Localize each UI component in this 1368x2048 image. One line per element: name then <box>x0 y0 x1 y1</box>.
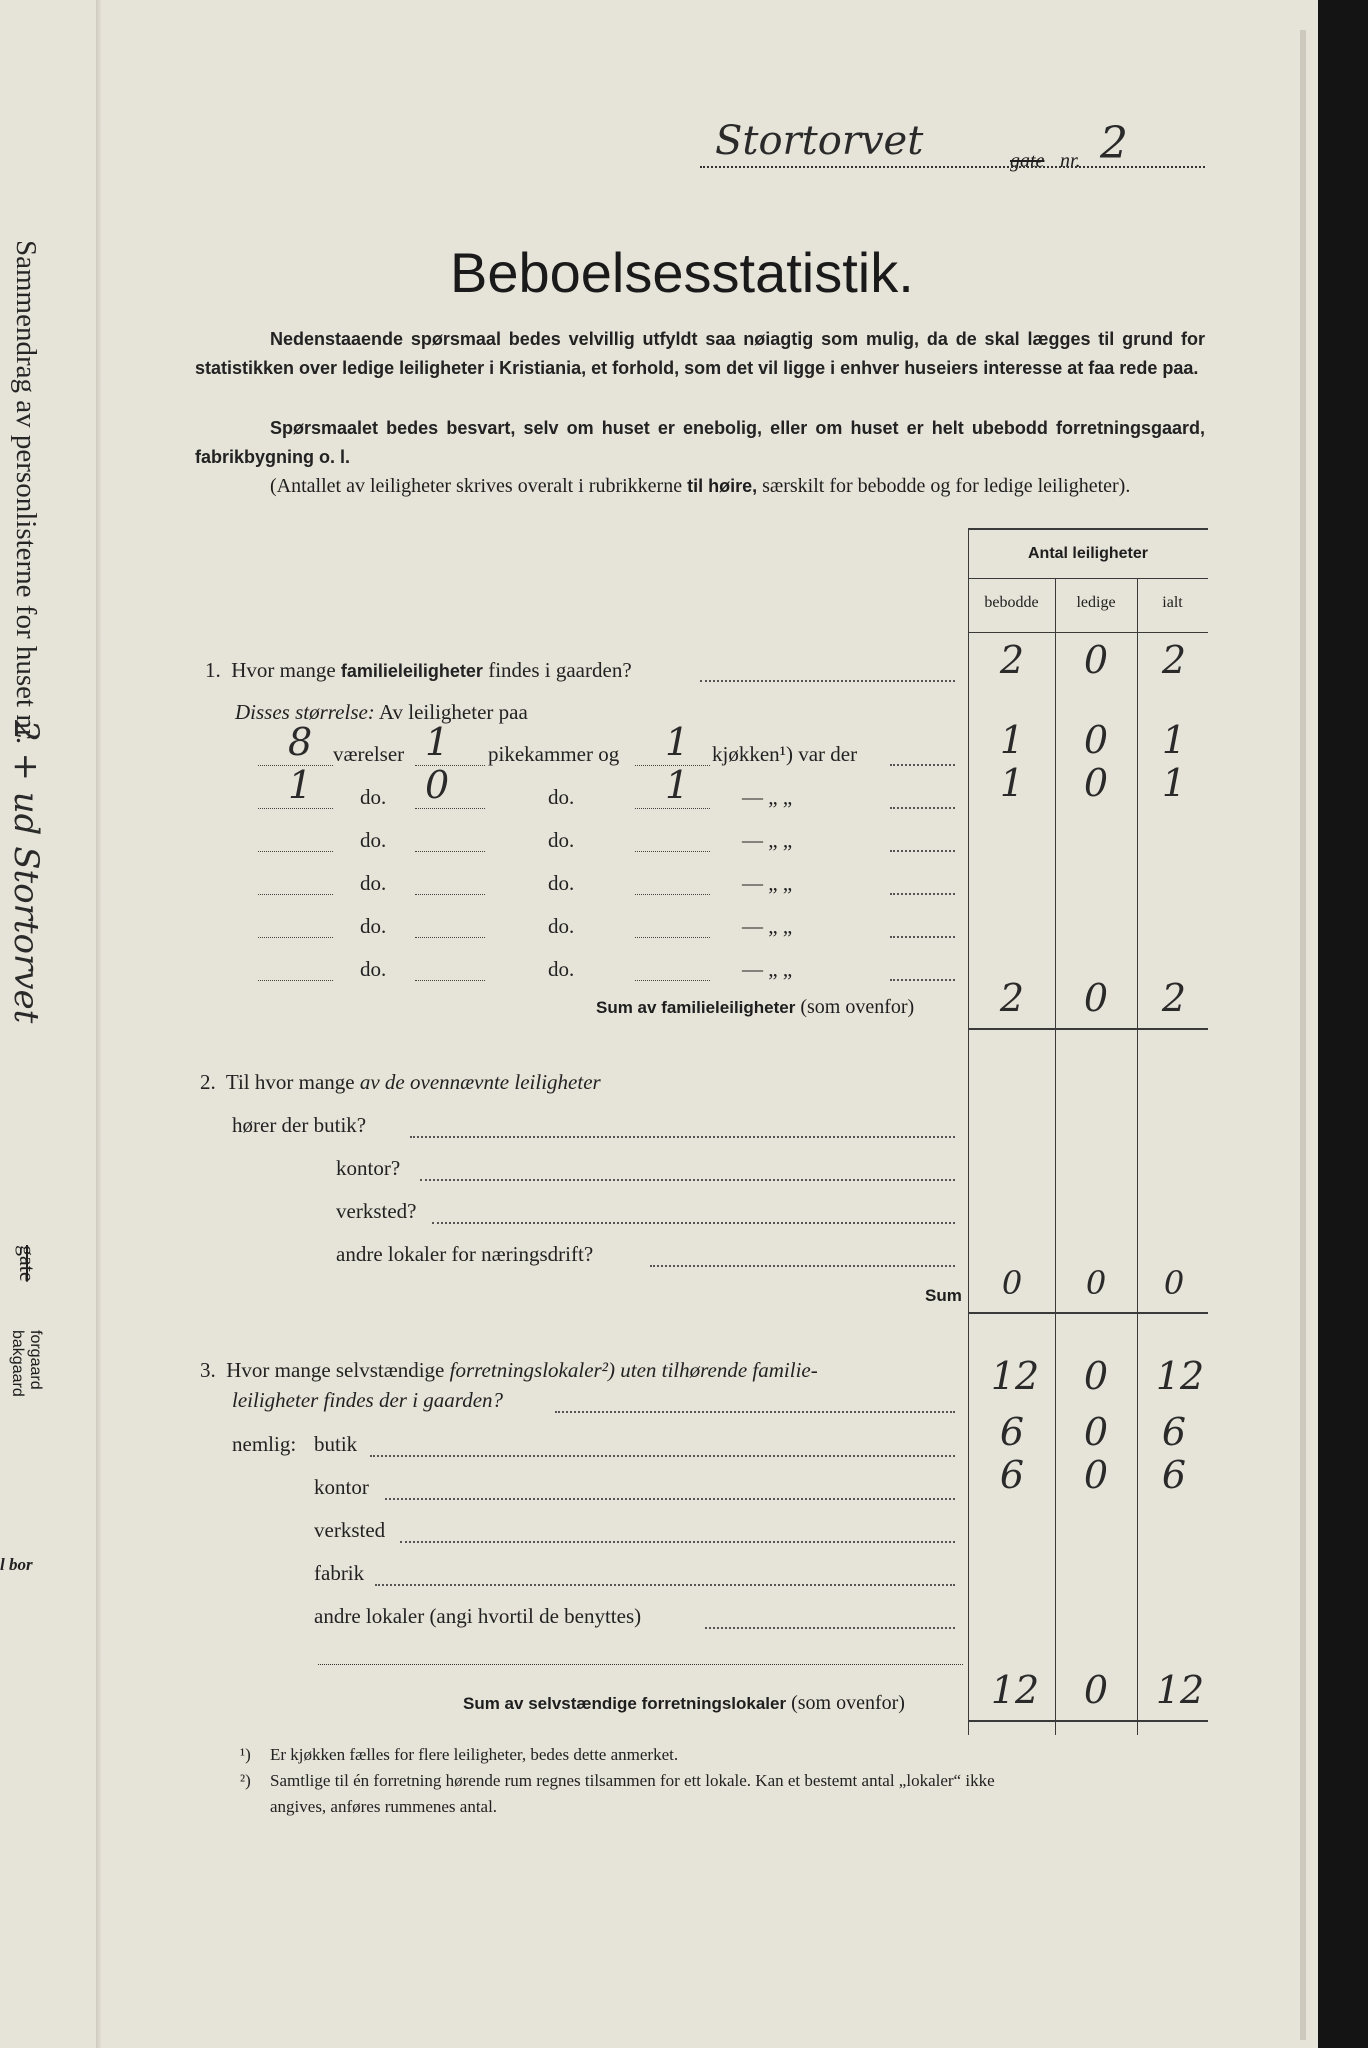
footnote-1-mark: ¹) <box>240 1745 251 1764</box>
q3-question <box>200 1358 818 1383</box>
q2-line: kontor? <box>336 1156 401 1180</box>
table-subheader-rule <box>968 632 1208 633</box>
q3-row-leader <box>400 1541 955 1543</box>
row-leader <box>890 979 955 981</box>
kitchen-line <box>635 894 710 895</box>
footnote-2-mark: ²) <box>240 1771 251 1790</box>
q2-sum-label: Sum <box>925 1286 962 1305</box>
q3-nemlig: nemlig: <box>232 1432 297 1456</box>
side-bor: l bor <box>0 1555 33 1574</box>
q1-bebodde: 2 <box>999 638 1025 682</box>
side-bakgaard: bakgaard <box>9 1330 26 1397</box>
maid-label: do. <box>548 871 575 895</box>
q1-question <box>205 658 632 683</box>
row-leader <box>890 893 955 895</box>
q2-leader <box>410 1136 955 1138</box>
rooms-label: do. <box>360 957 387 981</box>
maid-value: 1 <box>425 720 450 764</box>
rooms-line <box>258 980 333 981</box>
q2-sum-ledige: 0 <box>1085 1264 1107 1302</box>
kitchen-line <box>635 851 710 852</box>
q3-sum-bebodde: 12 <box>990 1668 1040 1712</box>
q1-leader <box>700 680 955 682</box>
row-leader <box>890 764 955 766</box>
row-bebodde: 1 <box>999 761 1025 805</box>
footnote-2a: Samtlige til én forretning hørende rum regnes tilsammen for ett lokale. Kan et bestemt antal „lokaler“ ikke <box>270 1771 995 1790</box>
q3-sum-label-b: (som ovenfor) <box>791 1692 905 1714</box>
q3-sum-label-a: Sum av selvstændige forretningslokaler <box>463 1694 787 1713</box>
row-leader <box>890 807 955 809</box>
table-sum2-rule <box>968 1312 1208 1314</box>
intro-paragraph-1: Nedenstaaende spørsmaal bedes velvillig utfyldt saa nøiagtig som mulig, da de skal lægges til grund for statistikken over ledige leiligheter i Kristiania, et forhold, som det vil ligge i enhver huseiers interesse at faa rede paa. <box>195 329 1205 378</box>
rooms-label: værelser <box>333 742 405 766</box>
q3-row-label: kontor <box>314 1475 369 1499</box>
rooms-label: do. <box>360 914 387 938</box>
q1-sizes-label: Disses størrelse: <box>235 700 375 724</box>
q3-ledige: 0 <box>1083 1354 1109 1398</box>
q1-text-c: findes i gaarden? <box>488 658 632 682</box>
rooms-line <box>258 808 333 809</box>
q3-ialt: 12 <box>1155 1354 1205 1398</box>
q3-text-c: uten tilhørende familie- <box>620 1358 818 1382</box>
maid-line <box>415 894 485 895</box>
q3-row-ledige: 0 <box>1083 1453 1109 1497</box>
q1-sum-ialt: 2 <box>1161 976 1187 1020</box>
rooms-line <box>258 851 333 852</box>
table-top-rule <box>968 528 1208 530</box>
q3-row-label: fabrik <box>314 1561 365 1585</box>
q2-line: andre lokaler for næringsdrift? <box>336 1242 594 1266</box>
q1-text-a: Hvor mange <box>231 658 336 682</box>
maid-line <box>415 980 485 981</box>
q2-sum-bebodde: 0 <box>1001 1264 1023 1302</box>
intro-p3-a: (Antallet av leiligheter skrives overalt i rubrikkerne <box>270 475 683 497</box>
kitchen-value: 1 <box>665 763 690 807</box>
q3-text-b: forretningslokaler²) <box>449 1358 615 1382</box>
q2-leader <box>650 1265 955 1267</box>
house-number: 2 <box>1100 118 1128 169</box>
kitchen-line <box>635 937 710 938</box>
kitchen-line <box>635 980 710 981</box>
q3-row-ialt: 6 <box>1161 1410 1187 1454</box>
rooms-line <box>258 894 333 895</box>
rooms-value: 1 <box>288 763 313 807</box>
kitchen-label: — „ „ <box>742 957 793 981</box>
row-leader <box>890 936 955 938</box>
rooms-label: do. <box>360 871 387 895</box>
maid-label: do. <box>548 957 575 981</box>
table-title: Antal leiligheter <box>1027 545 1149 562</box>
q3-row-leader <box>375 1584 955 1586</box>
q1-sizes <box>235 700 528 725</box>
page-fold <box>96 0 102 2048</box>
side-gate-label: gate <box>15 1245 40 1282</box>
q1-sizes-text: Av leiligheter paa <box>378 700 528 724</box>
q3-sum-ledige: 0 <box>1083 1668 1109 1712</box>
side-house-number: 2 + ud Stortorvet <box>6 720 46 1024</box>
intro-p3-c: særskilt for bebodde og for ledige leiligheter). <box>762 475 1131 497</box>
q2-line: verksted? <box>336 1199 417 1223</box>
q1-text-b: familieleiligheter <box>340 661 483 681</box>
col-bebodde: bebodde <box>984 594 1039 611</box>
intro-paragraph-2: Spørsmaalet bedes besvart, selv om huset er enebolig, eller om huset er helt ubebodd forretningsgaard, fabrikbygning o. l. <box>195 418 1205 467</box>
kitchen-value: 1 <box>665 720 690 764</box>
kitchen-label: — „ „ <box>742 914 793 938</box>
street-name: Stortorvet <box>715 118 924 164</box>
row-leader <box>890 850 955 852</box>
q3-row-bebodde: 6 <box>999 1410 1025 1454</box>
q3-sum-ialt: 12 <box>1155 1668 1205 1712</box>
page-title: Beboelsesstatistik. <box>450 241 914 304</box>
nr-label: nr. <box>1060 150 1081 172</box>
kitchen-label: — „ „ <box>742 785 793 809</box>
footnote-1: Er kjøkken fælles for flere leiligheter, bedes dette anmerket. <box>270 1745 679 1764</box>
q3-sum-label <box>463 1692 905 1715</box>
q3-row-leader <box>370 1455 955 1457</box>
maid-label: pikekammer og <box>488 742 620 766</box>
q1-sum-label <box>596 996 914 1019</box>
q1-sum-label-b: (som ovenfor) <box>800 996 915 1018</box>
q1-sum-ledige: 0 <box>1083 976 1109 1020</box>
q1-ledige: 0 <box>1083 638 1109 682</box>
intro-p3-b: til høire, <box>687 476 758 496</box>
table-header-rule <box>968 578 1208 579</box>
q3-number: 3. <box>200 1358 216 1382</box>
maid-label: do. <box>548 828 575 852</box>
q3-row-leader <box>705 1627 955 1629</box>
kitchen-label: — „ „ <box>742 828 793 852</box>
footnote-2b: angives, anføres rummenes antal. <box>270 1797 498 1816</box>
q2-number: 2. <box>200 1070 216 1094</box>
side-title: Sammendrag av personlisterne for huset nr. <box>10 240 42 745</box>
table-sum3-rule <box>968 1720 1208 1722</box>
rooms-line <box>258 937 333 938</box>
q2-text-b: av de ovennævnte leiligheter <box>359 1070 601 1094</box>
kitchen-line <box>635 808 710 809</box>
side-forgaard: forgaard <box>27 1330 44 1390</box>
maid-label: do. <box>548 914 575 938</box>
q3-row-label: andre lokaler (angi hvortil de benyttes) <box>314 1604 642 1628</box>
maid-label: do. <box>548 785 575 809</box>
rooms-label: do. <box>360 828 387 852</box>
maid-line <box>415 851 485 852</box>
gate-label: gate <box>1010 150 1045 172</box>
table-left-rule <box>968 528 969 1735</box>
maid-line <box>415 937 485 938</box>
q3-bebodde: 12 <box>990 1354 1040 1398</box>
q2-sum-ialt: 0 <box>1163 1264 1185 1302</box>
col-ialt: ialt <box>1162 594 1183 611</box>
col-ledige: ledige <box>1076 594 1116 611</box>
q3-row-bebodde: 6 <box>999 1453 1025 1497</box>
table-sum1-rule <box>968 1028 1208 1030</box>
q3-text-a: Hvor mange selvstændige <box>226 1358 445 1382</box>
street-underline <box>700 166 1205 168</box>
q3-row-label: verksted <box>314 1518 386 1542</box>
q3-row-label: butik <box>314 1432 358 1456</box>
q2-leader <box>420 1179 955 1181</box>
q1-sum-label-a: Sum av familieleiligheter <box>596 998 796 1017</box>
maid-value: 0 <box>425 763 450 807</box>
q3-text-d: leiligheter findes der i gaarden? <box>232 1388 504 1412</box>
q1-number: 1. <box>205 658 221 682</box>
row-ialt: 1 <box>1161 761 1187 805</box>
maid-line <box>415 808 485 809</box>
rooms-label: do. <box>360 785 387 809</box>
rooms-value: 8 <box>288 720 313 764</box>
q3-blank-line <box>318 1664 963 1665</box>
kitchen-label: — „ „ <box>742 871 793 895</box>
q2-text-a: Til hvor mange <box>225 1070 355 1094</box>
row-ledige: 0 <box>1083 761 1109 805</box>
q1-sum-bebodde: 2 <box>999 976 1025 1020</box>
q3-leader <box>555 1411 955 1413</box>
q3-row-ialt: 6 <box>1161 1453 1187 1497</box>
intro-paragraph-3 <box>195 471 1205 501</box>
kitchen-label: kjøkken¹) var der <box>712 742 858 766</box>
q1-ialt: 2 <box>1161 638 1187 682</box>
row-bebodde: 1 <box>999 718 1025 762</box>
q2-line: hører der butik? <box>232 1113 367 1137</box>
q2-question <box>200 1070 601 1095</box>
row-ledige: 0 <box>1083 718 1109 762</box>
page-edge <box>1300 30 1306 2040</box>
row-ialt: 1 <box>1161 718 1187 762</box>
q3-row-ledige: 0 <box>1083 1410 1109 1454</box>
q2-leader <box>432 1222 955 1224</box>
q3-row-leader <box>385 1498 955 1500</box>
